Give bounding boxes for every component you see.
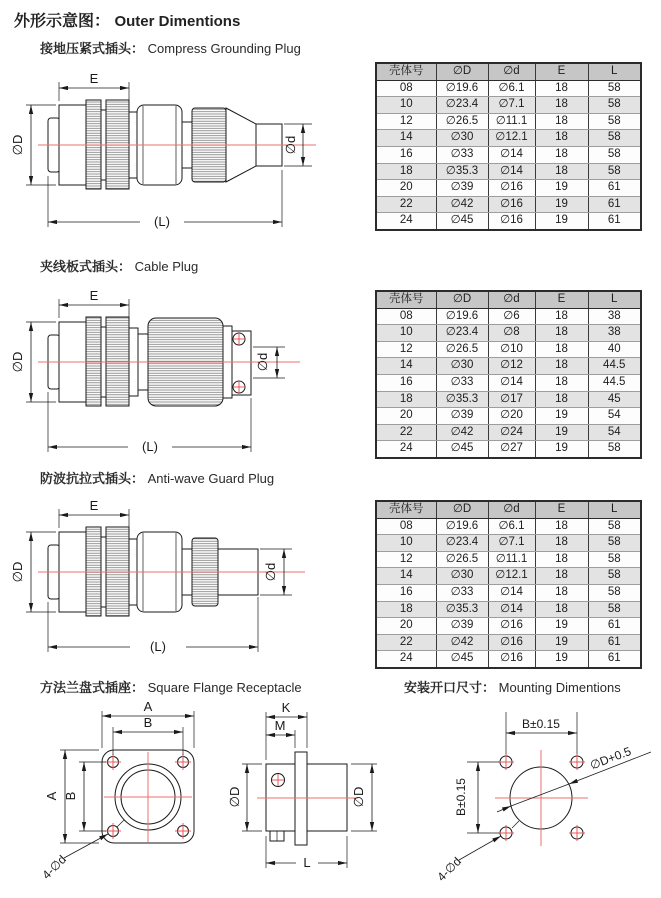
table-cell: ∅12.1 (488, 568, 535, 585)
section-label-en: Compress Grounding Plug (147, 41, 301, 56)
table-row (376, 325, 641, 342)
table-cell: 10 (376, 97, 436, 114)
table-cell: 61 (588, 213, 641, 230)
table-cell: 58 (588, 601, 641, 618)
section-label-compress-grounding-plug (40, 38, 301, 57)
table-row (376, 568, 641, 585)
dim-label-od: ∅D (10, 561, 25, 583)
table-cell: ∅6.1 (488, 80, 535, 97)
table-cell: ∅42 (436, 634, 488, 651)
table-cell: ∅23.4 (436, 535, 488, 552)
table-cell: 18 (535, 97, 588, 114)
table-cell: ∅14 (488, 163, 535, 180)
table-cell: 12 (376, 341, 436, 358)
section-label-anti-wave-guard-plug (40, 468, 274, 487)
dim-label-m: M (274, 718, 286, 733)
table-row (376, 180, 641, 197)
table-cell: ∅23.4 (436, 325, 488, 342)
table-row (376, 408, 641, 425)
table-cell: ∅19.6 (436, 518, 488, 535)
table-cell: 44.5 (588, 374, 641, 391)
page-title (14, 8, 240, 31)
table-row (376, 341, 641, 358)
table-cell: ∅39 (436, 618, 488, 635)
table-cell: 58 (588, 551, 641, 568)
table-cell: 18 (535, 601, 588, 618)
column-header: ∅D (436, 63, 488, 80)
column-header: ∅D (436, 291, 488, 308)
section-label-zh: 方法兰盘式插座： (40, 680, 145, 695)
dim-label-od-small: ∅d (255, 352, 270, 372)
table-cell: 24 (376, 213, 436, 230)
table-cell: 18 (535, 80, 588, 97)
mounting-dimensions-drawing (434, 712, 651, 884)
table-cell: ∅33 (436, 584, 488, 601)
table-cell: 38 (588, 308, 641, 325)
table-cell: ∅26.5 (436, 341, 488, 358)
column-header: ∅D (436, 501, 488, 518)
table-row (376, 163, 641, 180)
table-cell: ∅12.1 (488, 130, 535, 147)
table-cell: 61 (588, 651, 641, 668)
column-header: 壳体号 (376, 63, 436, 80)
table-cell: 58 (588, 97, 641, 114)
table-header-row (376, 63, 641, 80)
table-cell: 61 (588, 196, 641, 213)
table-cell: 18 (376, 163, 436, 180)
table-cell: ∅16 (488, 618, 535, 635)
table-cell: 24 (376, 441, 436, 458)
table-cell: ∅11.1 (488, 551, 535, 568)
table-row (376, 80, 641, 97)
table-cell: ∅20 (488, 408, 535, 425)
table-row (376, 308, 641, 325)
table-cell: 16 (376, 146, 436, 163)
square-flange-front-view (39, 699, 194, 882)
table-cell: ∅30 (436, 568, 488, 585)
square-flange-side-view (227, 700, 377, 870)
table-cell: 08 (376, 80, 436, 97)
table-cell: 45 (588, 391, 641, 408)
table-cell: 08 (376, 518, 436, 535)
table-cell: 18 (376, 391, 436, 408)
table-cell: 19 (535, 180, 588, 197)
table-row (376, 424, 641, 441)
dim-label-four-holes: 4-∅d (39, 852, 69, 882)
page-title-en: Outer Dimentions (114, 13, 241, 30)
dim-label-b-tol: B±0.15 (522, 717, 560, 731)
table-cell: 14 (376, 568, 436, 585)
table-cell: 58 (588, 568, 641, 585)
table-row (376, 146, 641, 163)
table-cell: ∅6 (488, 308, 535, 325)
table-cell: 18 (535, 358, 588, 375)
dimension-table-cable-plug (375, 290, 640, 459)
dim-label-od: ∅D (227, 786, 242, 808)
table-cell: ∅11.1 (488, 113, 535, 130)
table-cell: 58 (588, 113, 641, 130)
table-cell: 14 (376, 358, 436, 375)
table-header-row (376, 291, 641, 308)
table-cell: ∅26.5 (436, 551, 488, 568)
table-cell: ∅45 (436, 213, 488, 230)
table-cell: 16 (376, 584, 436, 601)
table-row (376, 374, 641, 391)
table-cell: 19 (535, 408, 588, 425)
table-cell: 44.5 (588, 358, 641, 375)
table-row (376, 518, 641, 535)
dimension-table-compress-grounding-plug (375, 62, 640, 231)
table-cell: 18 (535, 341, 588, 358)
table-cell: 24 (376, 651, 436, 668)
table-cell: 10 (376, 535, 436, 552)
table-cell: ∅17 (488, 391, 535, 408)
table-cell: ∅19.6 (436, 308, 488, 325)
table-cell: 54 (588, 408, 641, 425)
table-cell: ∅16 (488, 180, 535, 197)
table-row (376, 584, 641, 601)
table-cell: ∅16 (488, 651, 535, 668)
table-cell: ∅6.1 (488, 518, 535, 535)
table-cell: 40 (588, 341, 641, 358)
table-cell: ∅24 (488, 424, 535, 441)
section-label-en: Anti-wave Guard Plug (147, 471, 275, 486)
table-cell: 58 (588, 163, 641, 180)
section-label-en: Square Flange Receptacle (147, 680, 302, 695)
section-label-en: Mounting Dimentions (498, 680, 621, 695)
table-cell: ∅35.3 (436, 391, 488, 408)
table-cell: ∅8 (488, 325, 535, 342)
dimension-table (375, 62, 642, 231)
table-cell: ∅30 (436, 130, 488, 147)
table-cell: ∅14 (488, 374, 535, 391)
dim-label-e: E (89, 498, 99, 513)
table-cell: ∅23.4 (436, 97, 488, 114)
page-title-zh: 外形示意图： (14, 13, 111, 30)
dim-label-a: A (44, 791, 59, 801)
table-cell: 19 (535, 424, 588, 441)
table-cell: 19 (535, 634, 588, 651)
table-cell: 19 (535, 441, 588, 458)
table-row (376, 551, 641, 568)
table-cell: ∅19.6 (436, 80, 488, 97)
dim-label-b: B (63, 791, 78, 801)
table-cell: 19 (535, 196, 588, 213)
table-cell: 18 (535, 146, 588, 163)
table-cell: 19 (535, 213, 588, 230)
table-row (376, 601, 641, 618)
dim-label-l: (L) (142, 439, 158, 454)
table-cell: 20 (376, 408, 436, 425)
table-row (376, 97, 641, 114)
dim-label-k: K (281, 700, 291, 715)
column-header: E (535, 63, 588, 80)
section-label-cable-plug (40, 256, 198, 275)
table-cell: ∅16 (488, 213, 535, 230)
table-cell: 18 (376, 601, 436, 618)
table-cell: ∅45 (436, 441, 488, 458)
table-cell: 08 (376, 308, 436, 325)
section-label-zh: 防波抗拉式插头： (40, 471, 145, 486)
section-label-zh: 接地压紧式插头： (40, 41, 145, 56)
table-cell: 18 (535, 535, 588, 552)
table-cell: 61 (588, 180, 641, 197)
column-header: 壳体号 (376, 291, 436, 308)
table-row (376, 130, 641, 147)
table-cell: 58 (588, 80, 641, 97)
table-cell: 14 (376, 130, 436, 147)
table-cell: ∅10 (488, 341, 535, 358)
column-header: L (588, 291, 641, 308)
column-header: 壳体号 (376, 501, 436, 518)
table-cell: 22 (376, 424, 436, 441)
table-cell: ∅16 (488, 634, 535, 651)
column-header: L (588, 501, 641, 518)
table-cell: 19 (535, 618, 588, 635)
dim-label-e: E (89, 288, 99, 303)
table-cell: ∅39 (436, 180, 488, 197)
section-label-en: Cable Plug (134, 259, 199, 274)
table-header-row (376, 501, 641, 518)
table-cell: 18 (535, 518, 588, 535)
dim-label-four-holes: 4-∅d (434, 854, 464, 884)
table-row (376, 358, 641, 375)
table-cell: 12 (376, 113, 436, 130)
table-cell: 18 (535, 391, 588, 408)
table-cell: ∅7.1 (488, 97, 535, 114)
table-row (376, 535, 641, 552)
dim-label-b-tol: B±0.15 (454, 778, 468, 816)
dimension-table-anti-wave-guard-plug (375, 500, 640, 669)
table-cell: ∅33 (436, 146, 488, 163)
table-cell: 58 (588, 441, 641, 458)
table-cell: ∅27 (488, 441, 535, 458)
dimension-table (375, 500, 642, 669)
section-label-zh: 安装开口尺寸： (404, 680, 496, 695)
table-cell: ∅35.3 (436, 601, 488, 618)
dim-label-od-small: ∅d (263, 562, 278, 582)
table-cell: 19 (535, 651, 588, 668)
table-row (376, 196, 641, 213)
table-cell: 18 (535, 374, 588, 391)
table-cell: 20 (376, 180, 436, 197)
cable-plug-drawing (10, 288, 300, 454)
anti-wave-guard-plug-drawing (10, 498, 305, 654)
column-header: ∅d (488, 63, 535, 80)
table-cell: 18 (535, 325, 588, 342)
table-cell: 61 (588, 618, 641, 635)
table-cell: ∅14 (488, 601, 535, 618)
section-label-zh: 夹线板式插头： (40, 259, 132, 274)
dim-label-l: L (303, 855, 311, 870)
table-cell: 22 (376, 196, 436, 213)
table-cell: 16 (376, 374, 436, 391)
table-row (376, 113, 641, 130)
table-cell: ∅12 (488, 358, 535, 375)
table-cell: ∅42 (436, 424, 488, 441)
table-cell: 22 (376, 634, 436, 651)
column-header: ∅d (488, 291, 535, 308)
dim-label-od-small: ∅d (283, 135, 298, 155)
table-cell: ∅26.5 (436, 113, 488, 130)
column-header: ∅d (488, 501, 535, 518)
dim-label-od: ∅D (10, 134, 25, 156)
table-cell: ∅14 (488, 146, 535, 163)
table-cell: 38 (588, 325, 641, 342)
dim-label-e: E (89, 71, 99, 86)
table-cell: ∅16 (488, 196, 535, 213)
table-cell: 58 (588, 518, 641, 535)
table-cell: 58 (588, 130, 641, 147)
table-row (376, 651, 641, 668)
dim-label-l: (L) (154, 214, 170, 229)
table-cell: ∅42 (436, 196, 488, 213)
table-cell: 12 (376, 551, 436, 568)
table-cell: 18 (535, 163, 588, 180)
table-cell: 54 (588, 424, 641, 441)
table-cell: ∅14 (488, 584, 535, 601)
table-cell: 58 (588, 584, 641, 601)
table-cell: ∅45 (436, 651, 488, 668)
table-cell: 18 (535, 113, 588, 130)
column-header: E (535, 291, 588, 308)
table-cell: 18 (535, 308, 588, 325)
table-cell: ∅30 (436, 358, 488, 375)
table-cell: 18 (535, 568, 588, 585)
column-header: E (535, 501, 588, 518)
table-cell: 61 (588, 634, 641, 651)
table-row (376, 213, 641, 230)
table-cell: 18 (535, 130, 588, 147)
table-cell: 20 (376, 618, 436, 635)
table-row (376, 391, 641, 408)
table-row (376, 441, 641, 458)
column-header: L (588, 63, 641, 80)
table-row (376, 618, 641, 635)
dim-label-od-tol: ∅D+0.5 (588, 744, 634, 773)
table-cell: 10 (376, 325, 436, 342)
table-row (376, 634, 641, 651)
dim-label-od: ∅D (351, 786, 366, 808)
table-cell: ∅33 (436, 374, 488, 391)
compress-grounding-plug-drawing (10, 71, 316, 229)
section-label-mounting-dimensions (404, 677, 621, 696)
dim-label-od: ∅D (10, 351, 25, 373)
table-cell: 58 (588, 146, 641, 163)
dim-label-b: B (143, 715, 153, 730)
table-cell: 58 (588, 535, 641, 552)
table-cell: 18 (535, 584, 588, 601)
section-label-square-flange-receptacle (40, 677, 302, 696)
table-cell: ∅35.3 (436, 163, 488, 180)
dim-label-l: (L) (150, 639, 166, 654)
table-cell: 18 (535, 551, 588, 568)
dimension-table (375, 290, 642, 459)
table-cell: ∅7.1 (488, 535, 535, 552)
table-cell: ∅39 (436, 408, 488, 425)
dim-label-a: A (143, 699, 153, 714)
